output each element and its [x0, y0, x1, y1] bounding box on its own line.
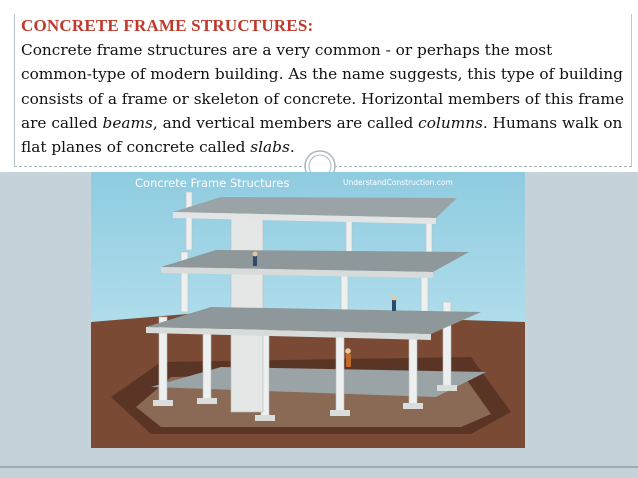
paragraph-part-4: .	[289, 138, 295, 157]
term-beams: beams	[102, 113, 153, 132]
image-caption: Concrete Frame Structures	[135, 176, 290, 190]
bottom-rule	[0, 466, 638, 468]
term-slabs: slabs	[250, 138, 290, 157]
image-watermark: UnderstandConstruction.com	[343, 178, 453, 187]
text-panel	[14, 14, 632, 166]
paragraph-part-1: Concrete frame structures are a very common - or perhaps the most common-type of modern building. As the name suggests, this type of building consists of a frame or skeleton of concrete. Horizontal members of this frame are called	[21, 41, 624, 132]
paragraph-part-3: . Humans walk on flat planes of concrete called	[21, 113, 623, 157]
paragraph-part-2: , and vertical members are called	[152, 113, 419, 132]
slide-paragraph	[21, 38, 625, 159]
term-columns: columns	[418, 113, 483, 132]
building-illustration-svg	[91, 172, 525, 448]
building-illustration	[91, 172, 525, 448]
slide-heading: CONCRETE FRAME STRUCTURES:	[21, 16, 314, 35]
